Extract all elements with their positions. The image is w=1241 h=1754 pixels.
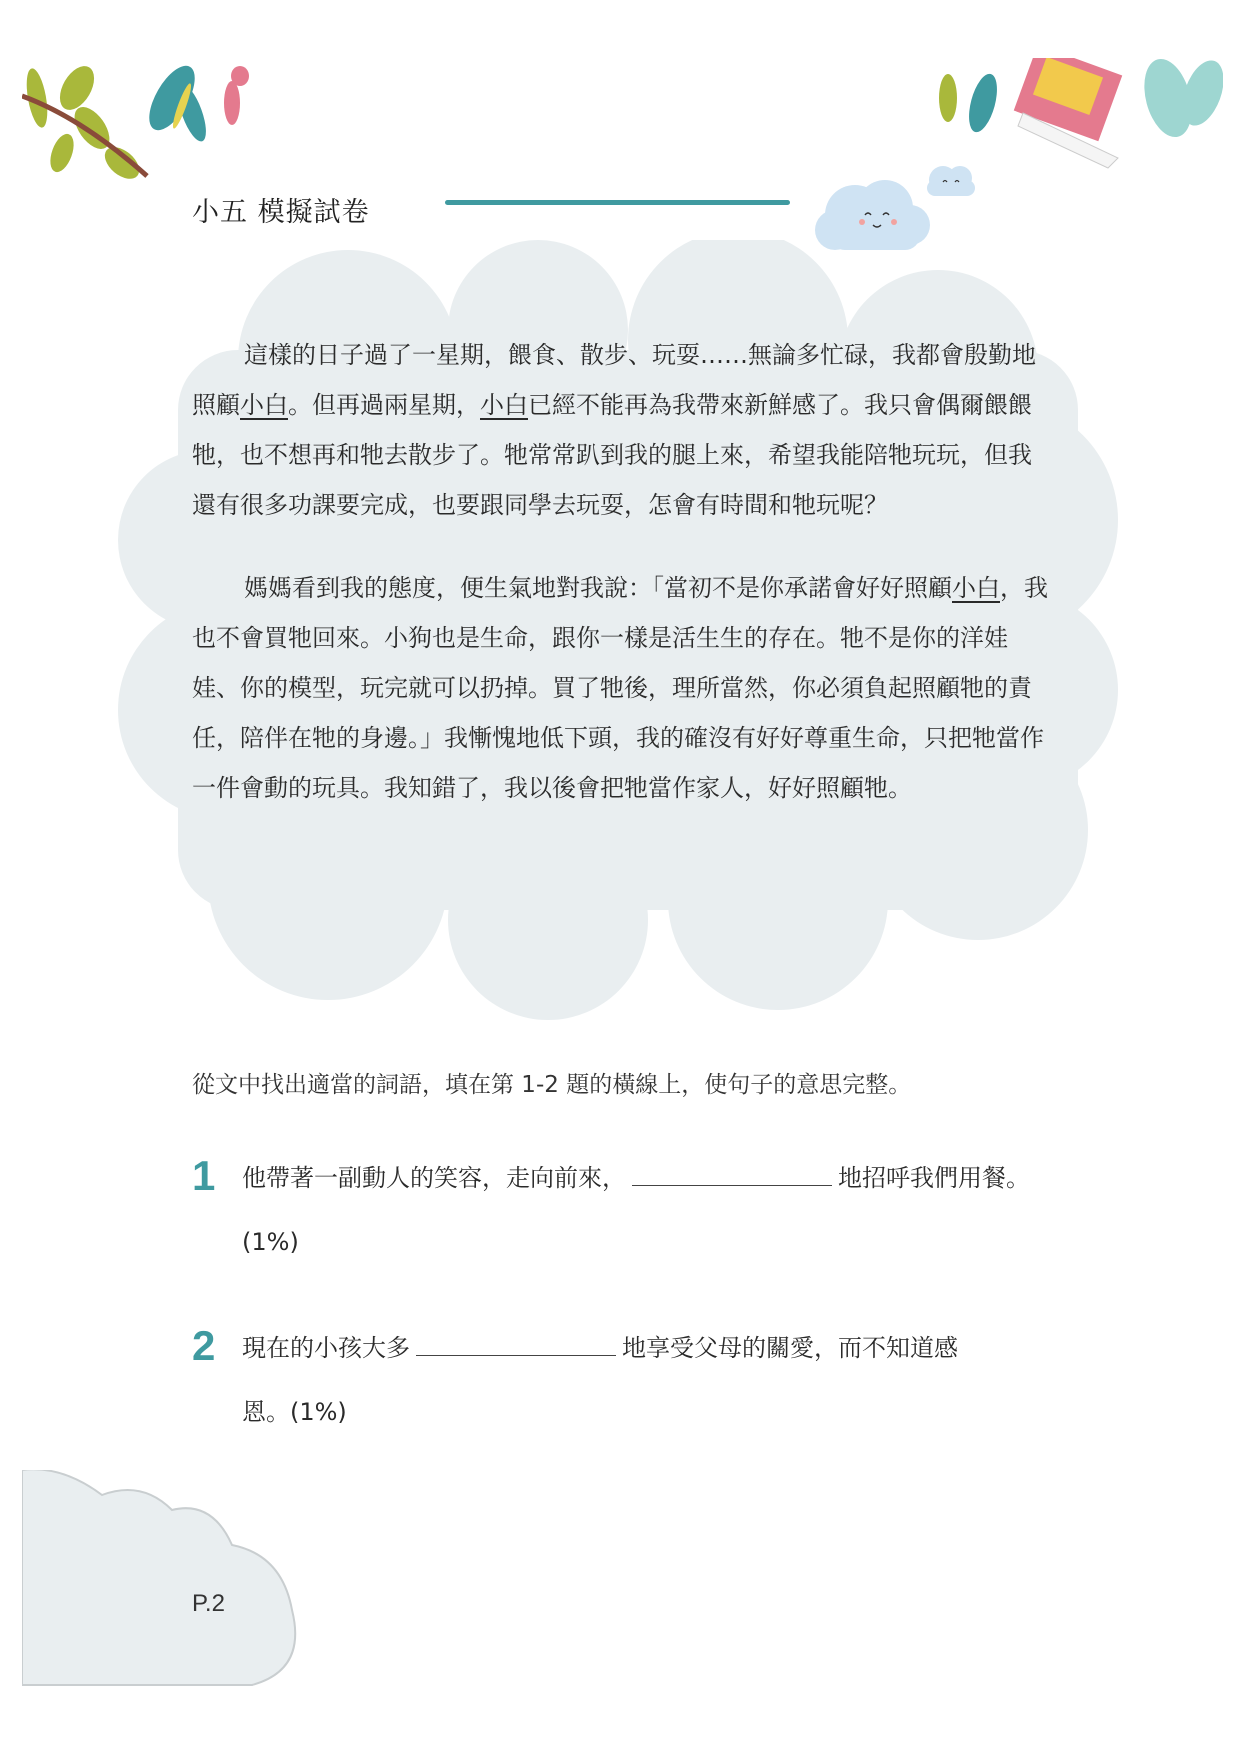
leaves-book-decoration-right <box>928 58 1223 173</box>
question-instruction: 從文中找出適當的詞語，填在第 1-2 題的橫線上，使句子的意思完整。 <box>192 1072 912 1098</box>
title-underline-decoration <box>445 200 790 205</box>
page-number: P.2 <box>192 1590 225 1617</box>
passage-paragraph-1: 這樣的日子過了一星期，餵食、散步、玩耍……無論多忙碌，我都會殷勤地照顧小白。但再過兩星期，小白已經不能再為我帶來新鮮感了。我只會偶爾餵餵牠，也不想再和牠去散步了。牠常常趴到我的腿上來，希望我能陪牠玩玩，但我還有很多功課要完成，也要跟同學去玩耍，怎會有時間和牠玩呢？ <box>192 341 1036 519</box>
leaves-decoration-left <box>22 58 252 188</box>
answer-blank-2[interactable] <box>416 1329 616 1356</box>
passage-paragraph-2: 媽媽看到我的態度，便生氣地對我說：「當初不是你承諾會好好照顧小白，我也不會買牠回來。小狗也是生命，跟你一樣是活生生的存在。牠不是你的洋娃娃、你的模型，玩完就可以扔掉。買了牠後，理所當然，你必須負起照顧牠的責任，陪伴在牠的身邊。」我慚愧地低下頭，我的確沒有好好尊重生命，只把牠當作一件會動的玩具。我知錯了，我以後會把牠當作家人，好好照顧牠。 <box>192 574 1048 802</box>
question-marks: (1%) <box>242 1228 299 1256</box>
name-xiaobai: 小白 <box>952 574 1000 602</box>
name-xiaobai: 小白 <box>240 391 288 419</box>
reading-passage <box>192 330 1052 813</box>
name-xiaobai: 小白 <box>480 391 528 419</box>
question-number: 1 <box>192 1152 216 1199</box>
page-title: 小五 模擬試卷 <box>192 197 370 228</box>
question-number: 2 <box>192 1322 216 1369</box>
answer-blank-1[interactable] <box>632 1159 832 1186</box>
corner-cloud-decoration <box>22 1470 322 1700</box>
